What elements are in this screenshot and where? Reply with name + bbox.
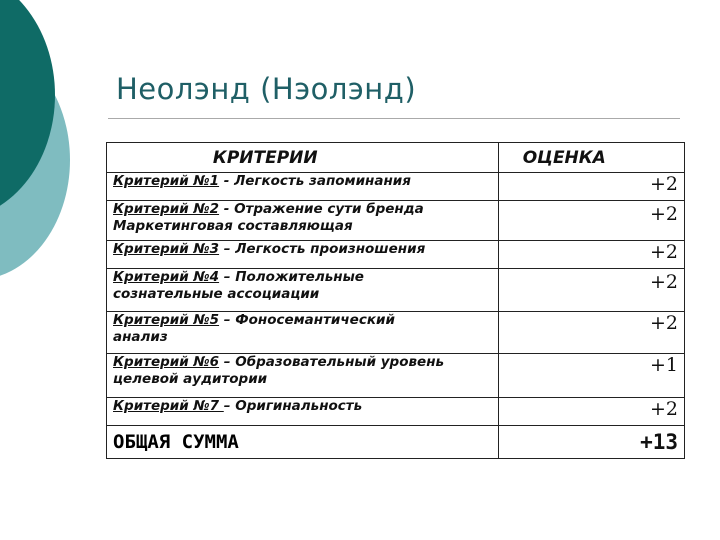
score-cell: +2 bbox=[498, 201, 684, 241]
criterion-cell bbox=[107, 269, 499, 312]
criterion-number: Критерий №1 bbox=[113, 173, 220, 189]
table-row bbox=[107, 173, 685, 201]
criterion-text-line2: Маркетинговая составляющая bbox=[113, 218, 353, 234]
slide-title: Неолэнд (Нэолэнд) bbox=[116, 72, 417, 106]
criterion-text-line2: целевой аудитории bbox=[113, 371, 268, 387]
criterion-number: Критерий №2 bbox=[113, 201, 220, 217]
score-cell: +2 bbox=[498, 312, 684, 354]
criterion-number: Критерий №5 bbox=[113, 312, 220, 328]
criterion-number: Критерий №4 bbox=[113, 269, 220, 285]
score-cell: +2 bbox=[498, 269, 684, 312]
total-row bbox=[107, 426, 685, 459]
table-row bbox=[107, 269, 685, 312]
score-cell: +2 bbox=[498, 173, 684, 201]
table-row bbox=[107, 398, 685, 426]
score-cell: +1 bbox=[498, 354, 684, 398]
criterion-cell bbox=[107, 354, 499, 398]
criterion-text: – Легкость произношения bbox=[219, 241, 426, 257]
criterion-number: Критерий №3 bbox=[113, 241, 220, 257]
criterion-text: – Фоносемантический bbox=[219, 312, 395, 328]
criterion-cell bbox=[107, 173, 499, 201]
criterion-text: – Образовательный уровень bbox=[219, 354, 445, 370]
criteria-table bbox=[106, 142, 685, 459]
criterion-cell bbox=[107, 201, 499, 241]
table-row bbox=[107, 354, 685, 398]
criterion-cell bbox=[107, 398, 499, 426]
total-label: ОБЩАЯ СУММА bbox=[107, 426, 499, 459]
table-row bbox=[107, 312, 685, 354]
header-criteria: КРИТЕРИИ bbox=[107, 143, 499, 173]
criterion-text: - Легкость запоминания bbox=[219, 173, 411, 189]
criterion-cell bbox=[107, 241, 499, 269]
criterion-cell bbox=[107, 312, 499, 354]
table-header-row bbox=[107, 143, 685, 173]
score-cell: +2 bbox=[498, 241, 684, 269]
criterion-number: Критерий №7 bbox=[113, 398, 224, 414]
criterion-text-line2: сознательные ассоциации bbox=[113, 286, 320, 302]
criterion-number: Критерий №6 bbox=[113, 354, 220, 370]
criterion-text-line2: анализ bbox=[113, 329, 168, 345]
criterion-text: – Оригинальность bbox=[223, 398, 363, 414]
criterion-text: - Отражение сути бренда bbox=[219, 201, 424, 217]
header-score: ОЦЕНКА bbox=[498, 143, 684, 173]
table-row bbox=[107, 241, 685, 269]
table-row bbox=[107, 201, 685, 241]
score-cell: +2 bbox=[498, 398, 684, 426]
criterion-text: – Положительные bbox=[219, 269, 364, 285]
title-divider bbox=[108, 118, 680, 119]
total-score: +13 bbox=[498, 426, 684, 459]
